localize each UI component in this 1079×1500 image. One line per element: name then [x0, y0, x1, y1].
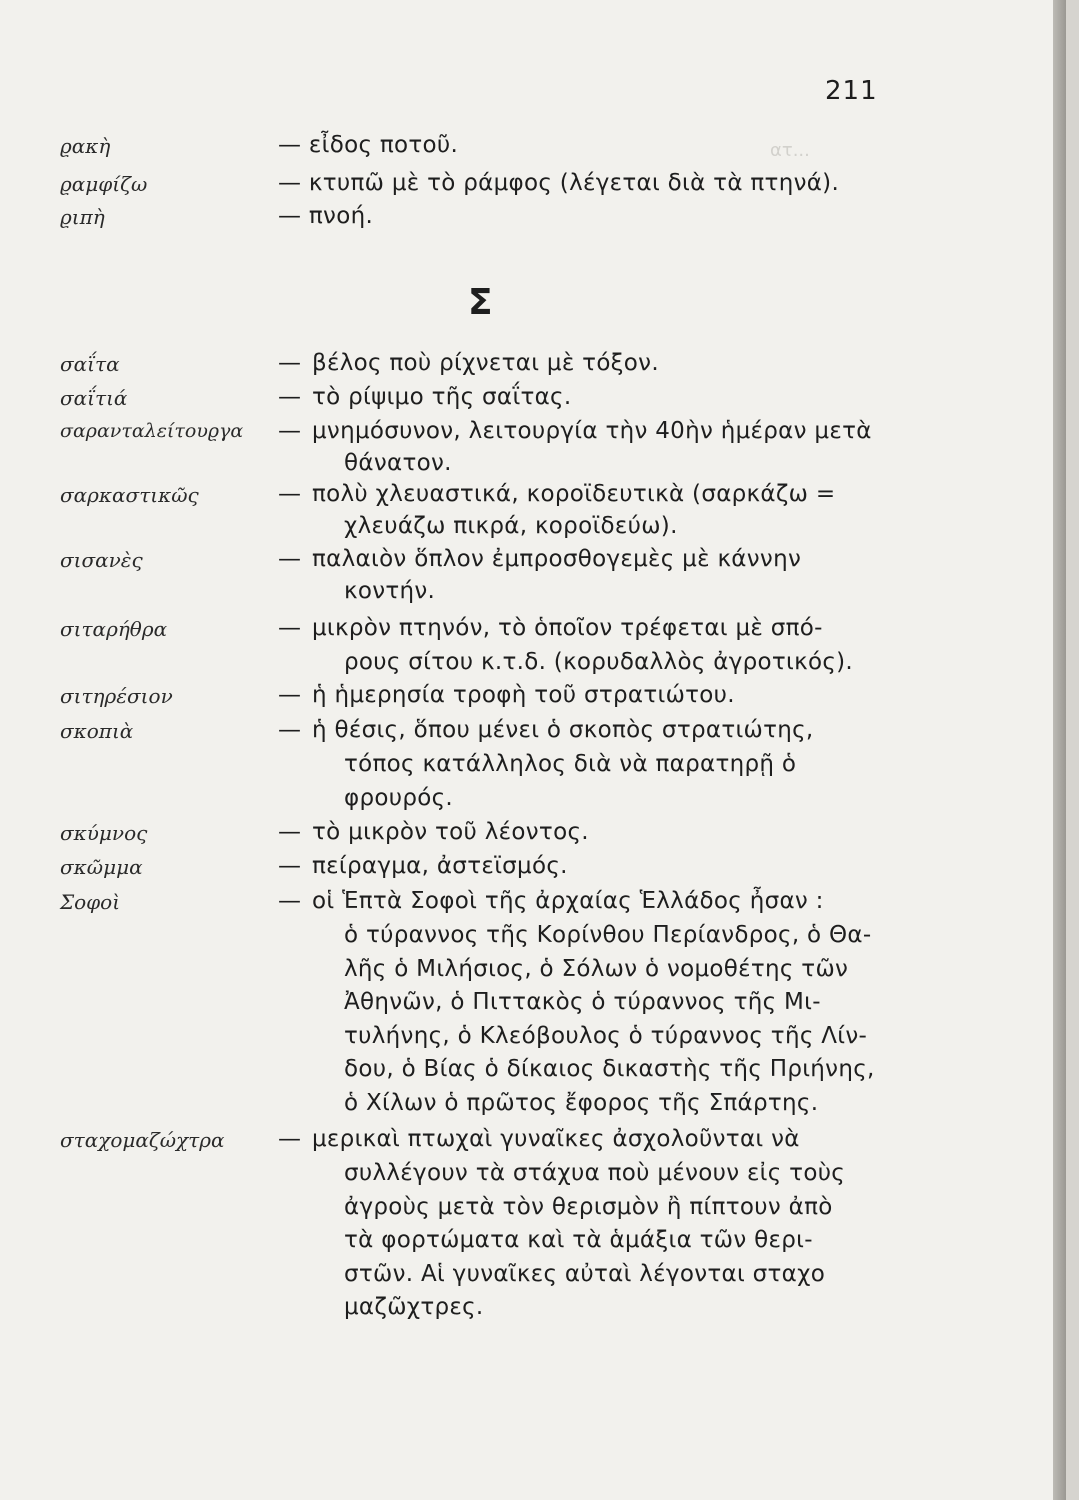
entry-line: κοντήν.: [344, 578, 436, 604]
entry-line: μνημόσυνον, λειτουργία τὴν 40ὴν ἡμέραν μετὰ: [312, 418, 872, 444]
entry-term: σαρκαστικῶς: [60, 483, 199, 507]
entry-dash: —: [278, 384, 301, 410]
entry-line: δου, ὁ Βίας ὁ δίκαιος δικαστὴς τῆς Πριήνης,: [344, 1056, 875, 1082]
entry-definition: — πνοή.: [278, 203, 374, 229]
entry-line: πολὺ χλευαστικά, κοροϊδευτικὰ (σαρκάζω =: [312, 481, 836, 507]
entry-line: ἡ ἡμερησία τροφὴ τοῦ στρατιώτου.: [312, 682, 735, 708]
entry-dash: —: [278, 418, 301, 444]
entry-term: σταχομαζώχτρα: [60, 1128, 225, 1152]
entry-line: μικρὸν πτηνόν, τὸ ὁποῖον τρέφεται μὲ σπό-: [312, 615, 823, 641]
entry-line: τυλήνης, ὁ Κλεόβουλος ὁ τύραννος τῆς Λίν-: [344, 1023, 868, 1049]
entry-dash: —: [278, 717, 301, 743]
entry-line: συλλέγουν τὰ στάχυα ποὺ μένουν εἰς τοὺς: [344, 1160, 846, 1186]
entry-line: στῶν. Αἱ γυναῖκες αὐταὶ λέγονται σταχο: [344, 1261, 826, 1287]
entry-term: σαΐτιά: [60, 386, 128, 410]
entry-line: πείραγμα, ἀστεϊσμός.: [312, 853, 568, 879]
entry-line: ὁ τύραννος τῆς Κορίνθου Περίανδρος, ὁ Θα-: [344, 922, 872, 948]
entry-definition: — εἶδος ποτοῦ.: [278, 132, 459, 158]
entry-dash: —: [278, 1126, 301, 1152]
page-edge: [1053, 0, 1066, 1500]
entry-line: τὰ φορτώματα καὶ τὰ ἁμάξια τῶν θερι-: [344, 1227, 813, 1253]
entry-dash: —: [278, 819, 301, 845]
entry-line: τὸ μικρὸν τοῦ λέοντος.: [312, 819, 589, 845]
section-heading: Σ: [468, 282, 493, 323]
entry-line: ὁ Χίλων ὁ πρῶτος ἔφορος τῆς Σπάρτης.: [344, 1090, 819, 1116]
entry-line: θάνατον.: [344, 450, 452, 476]
bleed-through: ατ...: [770, 140, 810, 161]
entry-dash: —: [278, 350, 301, 376]
entry-term: σισανὲς: [60, 548, 143, 572]
entry-line: οἱ Ἑπτὰ Σοφοὶ τῆς ἀρχαίας Ἑλλάδος ἦσαν :: [312, 888, 824, 914]
entry-dash: —: [278, 682, 301, 708]
entry-term: σκοπιὰ: [60, 719, 134, 743]
entry-term: σκῶμμα: [60, 855, 143, 879]
entry-term: σαΐτα: [60, 352, 120, 376]
entry-definition: — κτυπῶ μὲ τὸ ράμφος (λέγεται διὰ τὰ πτηνά).: [278, 170, 840, 196]
entry-dash: —: [278, 546, 301, 572]
entry-term: ϱαμφίζω: [60, 172, 148, 196]
entry-term: ϱιπὴ: [60, 205, 105, 229]
entry-line: τόπος κατάλληλος διὰ νὰ παρατηρῇ ὁ: [344, 751, 797, 777]
entry-line: τὸ ρίψιμο τῆς σαΐτας.: [312, 384, 572, 410]
entry-line: μερικαὶ πτωχαὶ γυναῖκες ἀσχολοῦνται νὰ: [312, 1126, 800, 1152]
entry-line: ρους σίτου κ.τ.δ. (κορυδαλλὸς ἀγροτικός).: [344, 649, 854, 675]
entry-dash: —: [278, 888, 301, 914]
entry-dash: —: [278, 481, 301, 507]
entry-line: παλαιὸν ὅπλον ἐμπροσθογεμὲς μὲ κάννην: [312, 546, 802, 572]
entry-line: ἀγροὺς μετὰ τὸν θερισμὸν ἢ πίπτουν ἀπὸ: [344, 1194, 833, 1220]
entry-term: σκύμνος: [60, 821, 148, 845]
entry-term: σιταρήθρα: [60, 617, 168, 641]
entry-term: Σοφοὶ: [60, 890, 121, 914]
page-number: 211: [825, 76, 878, 106]
entry-line: βέλος ποὺ ρίχνεται μὲ τόξον.: [312, 350, 659, 376]
entry-term: ϱακὴ: [60, 134, 111, 158]
entry-line: φρουρός.: [344, 785, 454, 811]
entry-term: σαρανταλείτουϱγα: [60, 420, 244, 442]
entry-term: σιτηρέσιον: [60, 684, 173, 708]
entry-line: ἡ θέσις, ὅπου μένει ὁ σκοπὸς στρατιώτης,: [312, 717, 814, 743]
entry-line: μαζῶχτρες.: [344, 1294, 484, 1320]
entry-line: λῆς ὁ Μιλήσιος, ὁ Σόλων ὁ νομοθέτης τῶν: [344, 956, 849, 982]
entry-dash: —: [278, 615, 301, 641]
entry-line: Ἀθηνῶν, ὁ Πιττακὸς ὁ τύραννος τῆς Μι-: [344, 989, 821, 1015]
entry-line: χλευάζω πικρά, κοροϊδεύω).: [344, 513, 678, 539]
entry-dash: —: [278, 853, 301, 879]
